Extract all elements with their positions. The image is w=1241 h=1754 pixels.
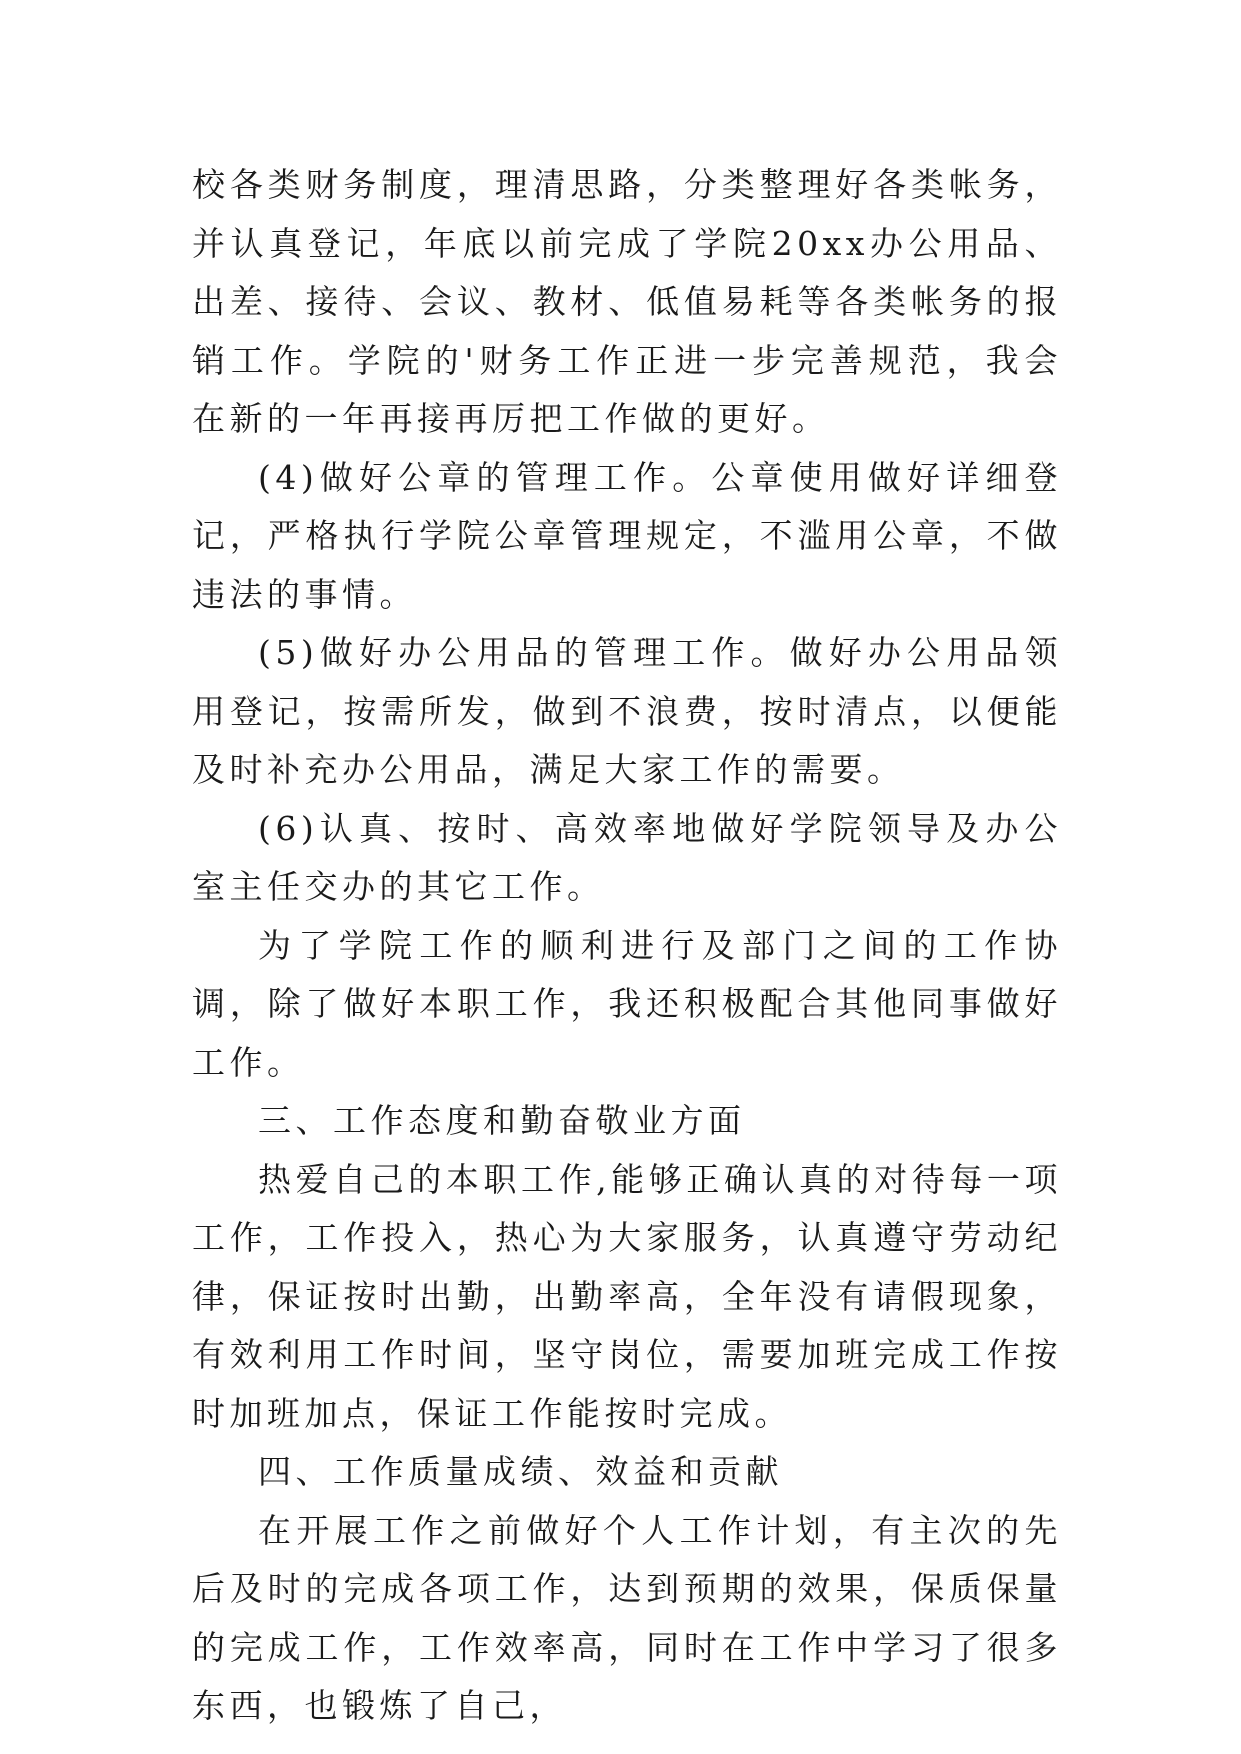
paragraph-item-5: (5)做好办公用品的管理工作。做好办公用品领用登记，按需所发，做到不浪费，按时清点，以便能及时补充办公用品，满足大家工作的需要。 [192, 633, 1062, 789]
paragraph-item-6: (6)认真、按时、高效率地做好学院领导及办公室主任交办的其它工作。 [192, 808, 1062, 906]
paragraph-item-4: (4)做好公章的管理工作。公章使用做好详细登记，严格执行学院公章管理规定，不滥用公章，不做违法的事情。 [192, 457, 1062, 614]
section-heading-4: 四、工作质量成绩、效益和贡献 [258, 1452, 783, 1491]
paragraph-attitude: 热爱自己的本职工作,能够正确认真的对待每一项工作，工作投入，热心为大家服务，认真遵守劳动纪律，保证按时出勤，出勤率高，全年没有请假现象，有效利用工作时间，坚守岗位，需要加班完成工作按时加班加点，保证工作能按时完成。 [192, 1159, 1062, 1433]
section-heading-3: 三、工作态度和勤奋敬业方面 [258, 1101, 746, 1140]
paragraph-cooperation: 为了学院工作的顺利进行及部门之间的工作协调，除了做好本职工作，我还积极配合其他同事做好工作。 [192, 925, 1062, 1082]
paragraph-quality: 在开展工作之前做好个人工作计划，有主次的先后及时的完成各项工作，达到预期的效果，保质保量的完成工作，工作效率高，同时在工作中学习了很多东西，也锻炼了自己， [192, 1510, 1062, 1725]
paragraph-continuation: 校各类财务制度，理清思路，分类整理好各类帐务，并认真登记，年底以前完成了学院20xx办公用品、出差、接待、会议、教材、低值易耗等各类帐务的报销工作。学院的'财务工作正进一步完善规范，我会在新的一年再接再厉把工作做的更好。 [192, 165, 1062, 438]
document-body [192, 156, 1062, 1736]
